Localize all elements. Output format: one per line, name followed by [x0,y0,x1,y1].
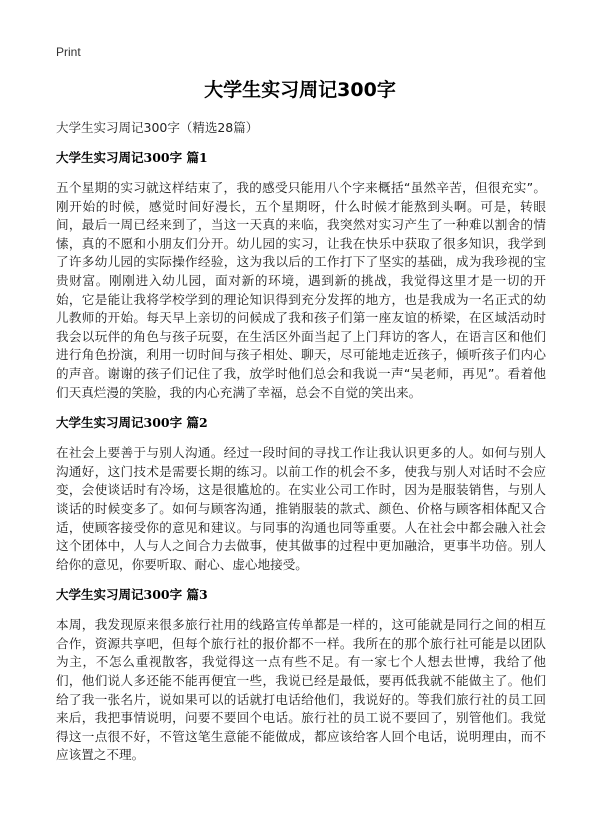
section-3 [56,587,546,765]
section-paragraph: 五个星期的实习就这样结束了，我的感受只能用八个字来概括“虽然辛苦，但很充实”。刚开始的时候，感觉时间好漫长，五个星期呀，什么时候才能熬到头啊。可是，转眼间，最后一周已经来到了，当这一天真的来临，我突然对实习产生了一种难以割舍的情愫，真的不愿和小朋友们分开。幼儿园的实习，让我在快乐中获取了很多知识，我学到了许多幼儿园的实际操作经验，这为我以后的工作打下了坚实的基础，成为我珍视的宝贵财富。刚刚进入幼儿园，面对新的环境，遇到新的挑战，我觉得这里才是一切的开始，它是能让我将学校学到的理论知识得到充分发挥的地方，也是我成为一名正式的幼儿教师的开始。每天早上亲切的问候成了我和孩子们第一座友谊的桥梁，在区域活动时我会以玩伴的角色与孩子玩耍，在生活区外面当起了上门拜访的客人，在语言区和他们进行角色扮演，利用一切时间与孩子相处、聊天，尽可能地走近孩子，倾听孩子们内心的声音。谢谢的孩子们记住了我，放学时他们总会和我说一声“吴老师，再见”。看着他们天真烂漫的笑脸，我的内心充满了幸福，总会不自觉的笑出来。 [56,180,546,400]
print-link[interactable]: Print [56,45,81,59]
section-heading: 大学生实习周记300字 篇3 [56,587,208,603]
section-paragraph: 在社会上要善于与别人沟通。经过一段时间的寻找工作让我认识更多的人。如何与别人沟通好，这门技术是需要长期的练习。以前工作的机会不多，使我与别人对话时不会应变，会使谈话时有冷场，这是很尴尬的。在实业公司工作时，因为是服装销售，与别人谈话的时候变多了。如何与顾客沟通，推销服装的款式、颜色、价格与顾客相体配又合适，使顾客接受你的意见和建议。与同事的沟通也同等重要。人在社会中都会融入社会这个团体中，人与人之间合力去做事，使其做事的过程中更加融洽，更事半功倍。别人给你的意见，你要听取、耐心、虚心地接受。 [56,445,546,572]
section-heading: 大学生实习周记300字 篇2 [56,415,208,431]
document-subtitle: 大学生实习周记300字（精选28篇） [56,120,259,135]
section-heading: 大学生实习周记300字 篇1 [56,150,208,165]
section-2 [56,415,546,574]
document-content [56,120,546,778]
page-title: 大学生实习周记300字 [204,79,396,101]
section-1 [56,150,546,402]
section-paragraph: 本周，我发现原来很多旅行社用的线路宣传单都是一样的，这可能就是同行之间的相互合作，资源共享吧，但每个旅行社的报价都不一样。我所在的那个旅行社可能是以团队为主，不怎么重视散客，我觉得这一点有些不足。有一家七个人想去世博，我给了他们，他们说人多还能不能再便宜一些，我说已经是最低，要再低我就不能做主了。他们给了我一张名片，说如果可以的话就打电话给他们，我说好的。等我们旅行社的员工回来后，我把事情说明，问要不要回个电话。旅行社的员工说不要回了，别管他们。我觉得这一点很不好，不管这笔生意能不能做成，都应该给客人回个电话，说明理由，而不应该置之不理。 [56,617,546,763]
